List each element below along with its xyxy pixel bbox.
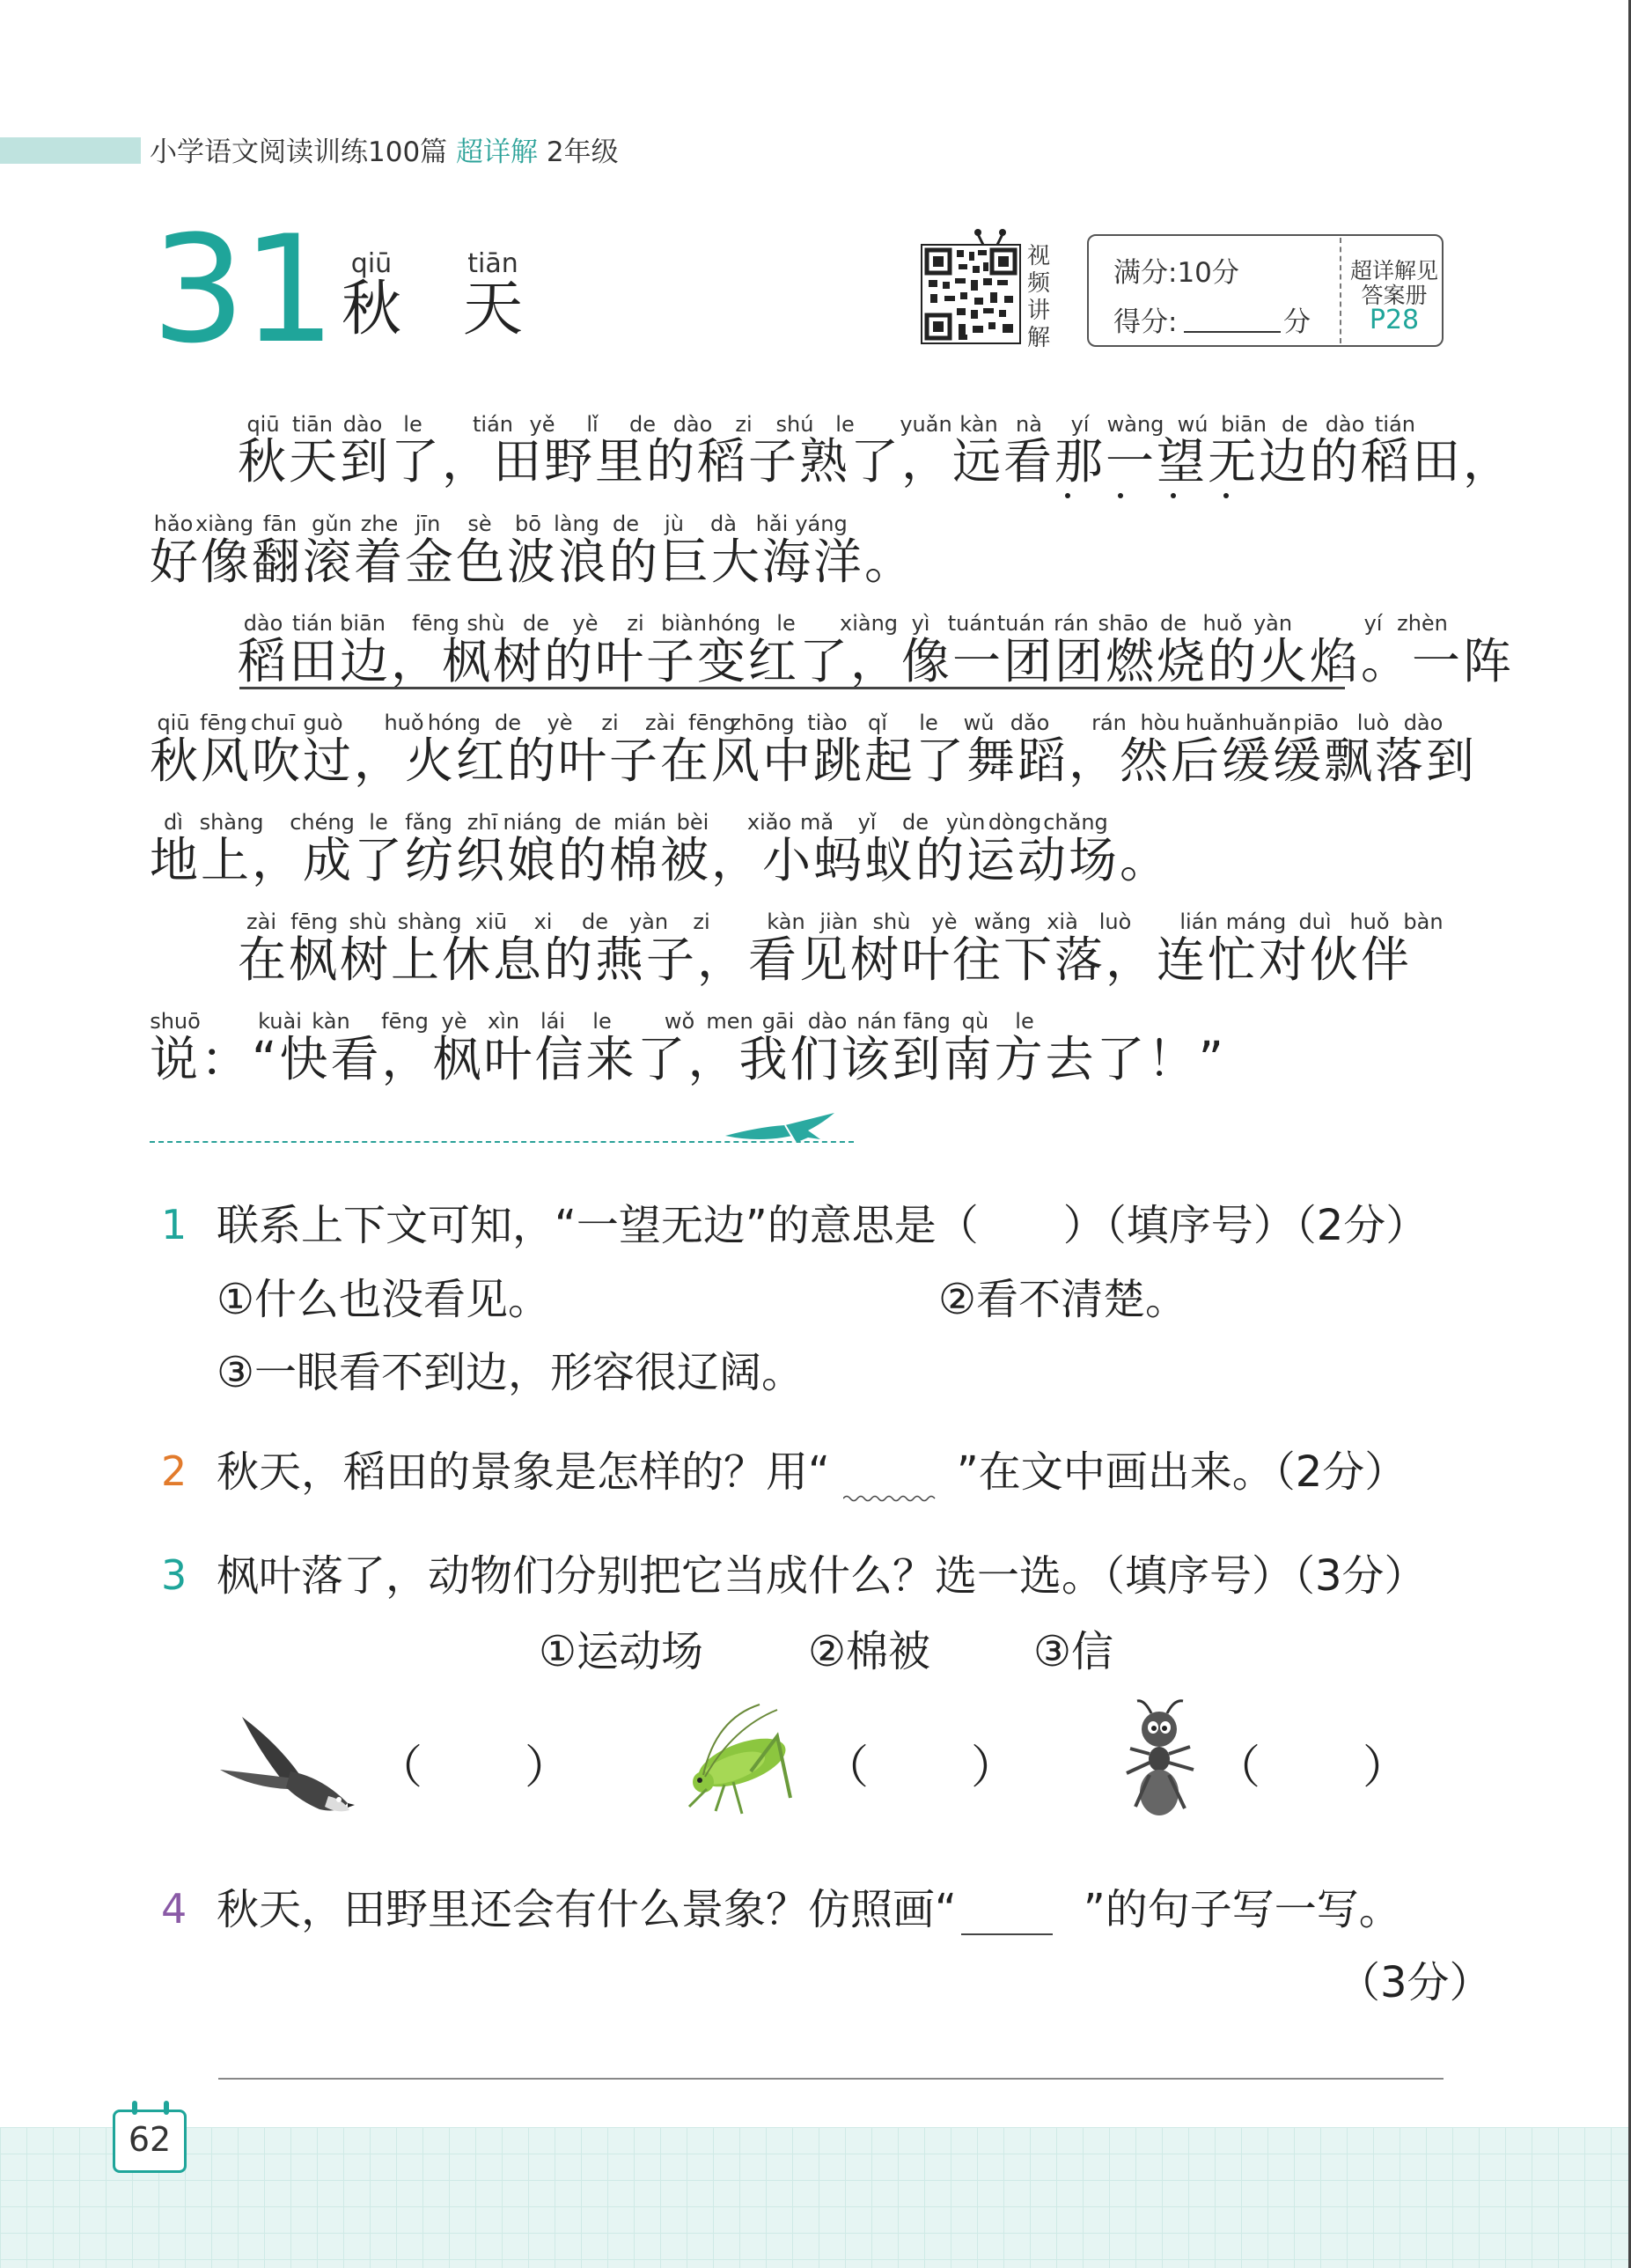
qr-label-char: 讲 <box>1026 298 1050 324</box>
pinyin: dòng <box>988 810 1042 835</box>
pinyin: zi <box>601 711 619 735</box>
question-4-text: 秋天，田野里还会有什么景象？仿照画“ ”的句子写一写。 <box>217 1885 1401 1934</box>
pinyin: làng <box>554 512 599 536</box>
pinyin: chǎng <box>1043 810 1108 835</box>
q1-option-3[interactable]: ③一眼看不到边，形容很辽阔。 <box>217 1348 804 1397</box>
title-pinyin-2: tiān <box>467 248 518 279</box>
pinyin: yí <box>1363 611 1383 636</box>
pinyin: duì <box>1298 909 1332 934</box>
score-unit: 分 <box>1283 306 1311 338</box>
pinyin: hǎi <box>755 512 789 536</box>
pinyin: lái <box>540 1009 566 1034</box>
q2-num: 2 <box>161 1447 187 1495</box>
passage-line-4: 秋风吹过，火红的叶子在风中跳起了舞蹈，然后缓缓飘落到 <box>150 733 1478 789</box>
pinyin: le <box>403 412 422 437</box>
pinyin: luò <box>1356 711 1390 735</box>
pinyin: bō <box>515 512 541 536</box>
pinyin: jīn <box>415 512 441 536</box>
pinyin: fēng <box>200 711 247 735</box>
emphasis-dot <box>1118 493 1123 498</box>
pinyin: yàn <box>628 909 669 934</box>
lesson-number: 31 <box>151 203 333 376</box>
pinyin: nán <box>856 1009 897 1034</box>
pinyin: fēng <box>381 1009 429 1034</box>
book-highlight: 超详解 <box>456 136 539 168</box>
paper-plane-icon <box>724 1108 838 1152</box>
pinyin: biān <box>340 611 386 636</box>
pinyin: de <box>902 810 929 835</box>
q1-option-1[interactable]: ①什么也没看见。 <box>217 1275 551 1324</box>
passage-line-7: 说：“快看，枫叶信来了，我们该到南方去了！” <box>150 1031 1226 1087</box>
pinyin: zhe <box>360 512 399 536</box>
pinyin: shù <box>349 909 387 934</box>
pinyin: de <box>1282 412 1308 437</box>
pinyin: yàn <box>1253 611 1293 636</box>
pinyin: dào <box>672 412 713 437</box>
q3-num: 3 <box>161 1551 187 1599</box>
q4-sample-underline <box>961 1933 1053 1935</box>
pinyin: dào <box>243 611 283 636</box>
q1-option-2[interactable]: ②看不清楚。 <box>938 1275 1188 1324</box>
pinyin: de <box>629 412 656 437</box>
pinyin: shàng <box>397 909 462 934</box>
pinyin: wǎng <box>973 909 1032 934</box>
pinyin: kuài <box>258 1009 302 1034</box>
pinyin: shuō <box>150 1009 201 1034</box>
passage-line-1: 秋天到了，田野里的稻子熟了，远看那一望无边的稻田， <box>238 433 1515 490</box>
pinyin: gāi <box>761 1009 795 1034</box>
swallow-answer-blank[interactable]: （ ） <box>377 1742 575 1794</box>
passage-line-6: 在枫树上休息的燕子，看见树叶往下落，连忙对伙伴 <box>238 932 1413 988</box>
pinyin: tián <box>292 611 333 636</box>
pinyin: shàng <box>199 810 264 835</box>
pinyin: dǎo <box>1010 711 1050 735</box>
pinyin: hòu <box>1140 711 1180 735</box>
pinyin: le <box>919 711 938 735</box>
pinyin: yí <box>1070 412 1090 437</box>
pinyin: piāo <box>1293 711 1339 735</box>
answer-ref-line1: 超详解见 <box>1349 258 1438 284</box>
pinyin: yè <box>441 1009 467 1034</box>
q4-num: 4 <box>161 1885 187 1933</box>
book-title: 小学语文阅读训练100篇 <box>150 136 448 168</box>
pinyin: biān <box>1221 412 1267 437</box>
pinyin: huǎn <box>1185 711 1239 735</box>
pinyin: tuán <box>996 611 1046 636</box>
ant-answer-blank[interactable]: （ ） <box>1215 1742 1413 1794</box>
pinyin: máng <box>1225 909 1287 934</box>
emphasis-dot <box>1171 493 1176 498</box>
pinyin: zài <box>645 711 675 735</box>
emphasis-dot <box>1223 493 1229 498</box>
pinyin: chuī <box>250 711 296 735</box>
pinyin: zi <box>735 412 753 437</box>
full-score: 满分:10分 <box>1113 257 1239 289</box>
pinyin: jiàn <box>819 909 858 934</box>
emphasis-dot <box>1065 493 1070 498</box>
pinyin: qiū <box>157 711 190 735</box>
pinyin: sè <box>467 512 492 536</box>
page-number: 62 <box>128 2120 172 2159</box>
pinyin: kàn <box>312 1009 350 1034</box>
pinyin: tián <box>473 412 513 437</box>
pinyin: nà <box>1016 412 1042 437</box>
title-hanzi-1: 秋 <box>341 275 401 344</box>
pinyin: fān <box>262 512 298 536</box>
pinyin: shù <box>467 611 505 636</box>
pinyin: de <box>495 711 521 735</box>
qr-label-char: 解 <box>1026 325 1050 351</box>
q3-option-3: ③信 <box>1033 1627 1114 1676</box>
pinyin: zhèn <box>1397 611 1448 636</box>
book-grade: 2年级 <box>546 136 619 168</box>
underline-sentence <box>239 687 1345 689</box>
question-3-text: 枫叶落了，动物们分别把它当成什么？选一选。（填序号）（3分） <box>217 1551 1427 1601</box>
pinyin: le <box>1015 1009 1034 1034</box>
pinyin: le <box>776 611 796 636</box>
pinyin: dào <box>807 1009 848 1034</box>
pinyin: huǒ <box>384 711 424 735</box>
pinyin: guò <box>303 711 343 735</box>
pinyin: gǔn <box>312 512 352 536</box>
pinyin: shāo <box>1098 611 1149 636</box>
pinyin: yè <box>931 909 958 934</box>
pinyin: de <box>523 611 549 636</box>
pinyin: de <box>582 909 608 934</box>
pinyin: wú <box>1177 412 1209 437</box>
pinyin: dà <box>710 512 737 536</box>
q1-num: 1 <box>161 1201 187 1248</box>
pinyin: dì <box>164 810 183 835</box>
question-4-points: （3分） <box>1338 1958 1492 2007</box>
title-hanzi-2: 天 <box>462 275 523 344</box>
pinyin: huǒ <box>1349 909 1390 934</box>
pinyin: de <box>1160 611 1187 636</box>
pinyin: wǔ <box>963 711 995 735</box>
pinyin: le <box>835 412 855 437</box>
pinyin: mián <box>613 810 666 835</box>
pinyin: bàn <box>1403 909 1444 934</box>
answer-page-ref: P28 <box>1369 305 1420 335</box>
pinyin: hóng <box>427 711 481 735</box>
pinyin: wàng <box>1106 412 1164 437</box>
pinyin: lǐ <box>586 412 599 437</box>
pinyin: tuán <box>947 611 996 636</box>
pinyin: fāng <box>903 1009 951 1034</box>
pinyin: qiū <box>246 412 280 437</box>
pinyin: xià <box>1047 909 1078 934</box>
pinyin: zi <box>627 611 644 636</box>
pinyin: dào <box>342 412 383 437</box>
pinyin: dào <box>1325 412 1365 437</box>
q4-answer-line[interactable] <box>218 2078 1444 2080</box>
passage-line-5: 地上，成了纺织娘的棉被，小蚂蚁的运动场。 <box>150 832 1172 888</box>
pinyin: xiàng <box>195 512 254 536</box>
passage-line-2: 好像翻滚着金色波浪的巨大海洋。 <box>150 534 916 590</box>
pinyin: kàn <box>767 909 805 934</box>
pinyin: huǒ <box>1202 611 1243 636</box>
q3-option-2: ②棉被 <box>808 1627 931 1676</box>
question-4-number <box>161 1885 187 1933</box>
pinyin: dào <box>1403 711 1444 735</box>
pinyin: rán <box>1054 611 1089 636</box>
pinyin: xiàng <box>839 611 899 636</box>
katydid-answer-blank[interactable]: （ ） <box>823 1742 1021 1794</box>
pinyin: tián <box>1375 412 1415 437</box>
pinyin: yè <box>547 711 573 735</box>
pinyin: le <box>592 1009 612 1034</box>
pinyin: shù <box>872 909 911 934</box>
pinyin: men <box>706 1009 753 1034</box>
pinyin: shú <box>775 412 814 437</box>
pinyin: xiǎo <box>746 810 792 835</box>
pinyin: zhōng <box>730 711 795 735</box>
pinyin: yùn <box>945 810 986 835</box>
swallow-icon <box>216 1708 356 1822</box>
title-pinyin-1: qiū <box>350 248 393 279</box>
pinyin: de <box>575 810 601 835</box>
pinyin: hóng <box>707 611 761 636</box>
pinyin: de <box>613 512 639 536</box>
score-label: 得分: <box>1113 306 1178 338</box>
footer-grid <box>0 2127 1631 2268</box>
question-2-text: 秋天，稻田的景象是怎样的？用“ ”在文中画出来。（2分） <box>217 1447 1407 1497</box>
passage-line-3: 稻田边，枫树的叶子变红了，像一团团燃烧的火焰。一阵 <box>238 633 1515 689</box>
pinyin: qǐ <box>868 711 887 735</box>
pinyin: yì <box>911 611 930 636</box>
pinyin: zi <box>693 909 710 934</box>
ant-icon <box>1118 1696 1206 1828</box>
pinyin: bèi <box>676 810 709 835</box>
pinyin: yuǎn <box>900 412 952 437</box>
q3-option-1: ①运动场 <box>539 1627 704 1676</box>
pinyin: luò <box>1098 909 1132 934</box>
wavy-line-icon <box>843 1494 938 1503</box>
pinyin: fēng <box>290 909 338 934</box>
qr-label-char: 视 <box>1026 243 1050 269</box>
pinyin: chéng <box>290 810 355 835</box>
pinyin: niáng <box>503 810 562 835</box>
pinyin: zài <box>246 909 276 934</box>
question-1-number <box>161 1201 187 1248</box>
pinyin: hǎo <box>153 512 194 536</box>
pinyin: yè <box>572 611 599 636</box>
pinyin: fēng <box>412 611 459 636</box>
pinyin: yǐ <box>857 810 877 835</box>
pinyin: biàn <box>661 611 707 636</box>
pinyin: wǒ <box>664 1009 695 1034</box>
pinyin: xiū <box>474 909 508 934</box>
pinyin: tiān <box>292 412 333 437</box>
pinyin: yě <box>529 412 555 437</box>
pinyin: le <box>369 810 388 835</box>
qr-label-char: 频 <box>1026 270 1050 297</box>
pinyin: xìn <box>487 1009 520 1034</box>
katydid-icon <box>680 1701 804 1824</box>
pinyin: mǎ <box>799 810 834 835</box>
pinyin: fǎng <box>405 810 452 835</box>
pinyin: xi <box>533 909 553 934</box>
pinyin: kàn <box>959 412 998 437</box>
passage <box>0 0 1631 1109</box>
pinyin: lián <box>1179 909 1218 934</box>
calendar-ring-icon <box>125 2101 178 2115</box>
pinyin: zhī <box>467 810 498 835</box>
answer-ref-line2: 答案册 <box>1361 283 1428 308</box>
pinyin: fēng <box>688 711 736 735</box>
pinyin: jù <box>665 512 684 536</box>
pinyin: rán <box>1091 711 1127 735</box>
pinyin: huǎn <box>1238 711 1292 735</box>
pinyin: qù <box>961 1009 989 1034</box>
pinyin: yáng <box>795 512 848 536</box>
question-2-number <box>161 1447 187 1495</box>
pinyin: tiào <box>807 711 848 735</box>
question-1-text: 联系上下文可知，“一望无边”的意思是（ ）（填序号）（2分） <box>217 1201 1429 1250</box>
question-3-number <box>161 1551 187 1599</box>
